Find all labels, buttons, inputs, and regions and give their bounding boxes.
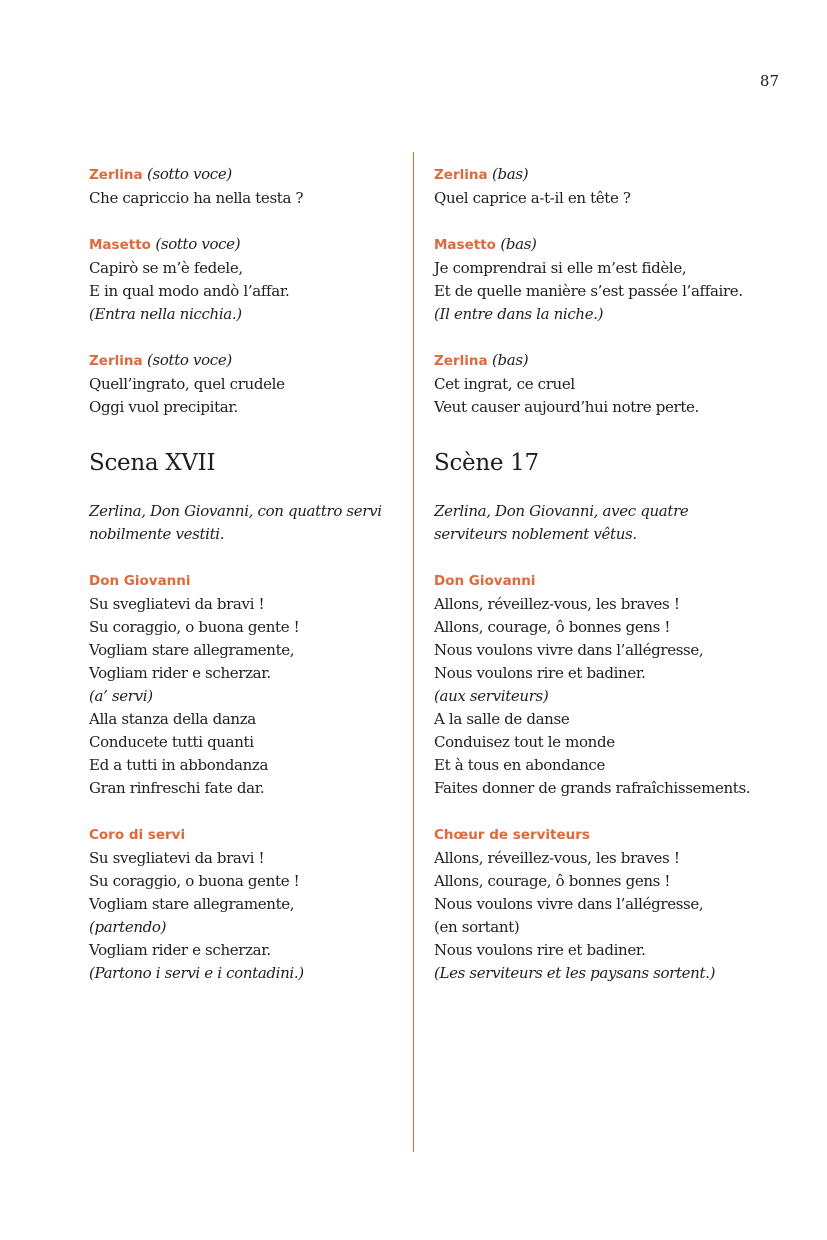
verse-line: Su coraggio, o buona gente ! — [89, 872, 300, 890]
speaker-heading — [89, 233, 469, 257]
verse-line: Cet ingrat, ce cruel — [434, 375, 575, 393]
speaker-heading — [89, 163, 469, 187]
verse-line: Vogliam rider e scherzar. — [89, 941, 271, 959]
verse-line: Je comprendrai si elle m’est fidèle, — [434, 259, 687, 277]
stage-direction: (aux serviteurs) — [434, 687, 549, 705]
scene-title: Scène 17 — [434, 450, 539, 476]
french-column — [434, 163, 814, 985]
verse-line: Allons, courage, ô bonnes gens ! — [434, 872, 671, 890]
italian-column — [89, 163, 469, 985]
stage-direction: (a’ servi) — [89, 687, 153, 705]
speaker-heading — [434, 569, 814, 593]
verse-line: E in qual modo andò l’affar. — [89, 282, 290, 300]
speaker-heading — [89, 823, 469, 847]
verse-line: Alla stanza della danza — [89, 710, 256, 728]
scene-description: nobilmente vestiti. — [89, 525, 225, 543]
speaker-name: Zerlina — [434, 167, 488, 183]
verse-line: Et à tous en abondance — [434, 756, 605, 774]
verse-line: A la salle de danse — [434, 710, 570, 728]
stage-direction: (sotto voce) — [155, 235, 241, 253]
verse-line: Su svegliatevi da bravi ! — [89, 849, 265, 867]
speaker-heading — [434, 233, 814, 257]
verse-line: Et de quelle manière s’est passée l’affaire. — [434, 282, 743, 300]
stage-direction: (bas) — [500, 235, 537, 253]
verse-line: Gran rinfreschi fate dar. — [89, 779, 265, 797]
speaker-heading — [434, 349, 814, 373]
scene-description: serviteurs noblement vêtus. — [434, 525, 637, 543]
verse-line: Allons, réveillez-vous, les braves ! — [434, 595, 680, 613]
scene-description: Zerlina, Don Giovanni, avec quatre — [434, 502, 689, 520]
stage-direction: (Il entre dans la niche.) — [434, 305, 604, 323]
speaker-heading — [89, 569, 469, 593]
page-number: 87 — [759, 72, 779, 90]
verse-line: Quell’ingrato, quel crudele — [89, 375, 285, 393]
verse-line: (en sortant) — [434, 918, 520, 936]
verse-line: Capirò se m’è fedele, — [89, 259, 243, 277]
speaker-name: Chœur de serviteurs — [434, 827, 590, 843]
verse-line: Quel caprice a-t-il en tête ? — [434, 189, 631, 207]
verse-line: Vogliam stare allegramente, — [89, 895, 295, 913]
scene-description: Zerlina, Don Giovanni, con quattro servi — [89, 502, 382, 520]
verse-line: Conducete tutti quanti — [89, 733, 254, 751]
verse-line: Allons, réveillez-vous, les braves ! — [434, 849, 680, 867]
verse-line: Ed a tutti in abbondanza — [89, 756, 269, 774]
speaker-name: Don Giovanni — [434, 573, 536, 589]
speaker-name: Zerlina — [89, 353, 143, 369]
verse-line: Oggi vuol precipitar. — [89, 398, 238, 416]
speaker-name: Zerlina — [434, 353, 488, 369]
verse-line: Allons, courage, ô bonnes gens ! — [434, 618, 671, 636]
speaker-name: Zerlina — [89, 167, 143, 183]
speaker-name: Masetto — [89, 237, 151, 253]
stage-direction: (partendo) — [89, 918, 167, 936]
speaker-heading — [434, 823, 814, 847]
verse-line: Vogliam stare allegramente, — [89, 641, 295, 659]
verse-line: Che capriccio ha nella testa ? — [89, 189, 304, 207]
verse-line: Faites donner de grands rafraîchissements. — [434, 779, 751, 797]
verse-line: Veut causer aujourd’hui notre perte. — [434, 398, 699, 416]
speaker-heading — [89, 349, 469, 373]
speaker-name: Masetto — [434, 237, 496, 253]
verse-line: Su svegliatevi da bravi ! — [89, 595, 265, 613]
stage-direction: (bas) — [492, 165, 529, 183]
verse-line: Nous voulons vivre dans l’allégresse, — [434, 895, 704, 913]
verse-line: Vogliam rider e scherzar. — [89, 664, 271, 682]
verse-line: Nous voulons rire et badiner. — [434, 941, 646, 959]
stage-direction: (sotto voce) — [147, 165, 232, 183]
stage-direction: (Entra nella nicchia.) — [89, 305, 242, 323]
stage-direction: (sotto voce) — [147, 351, 232, 369]
verse-line: Conduisez tout le monde — [434, 733, 615, 751]
verse-line: Su coraggio, o buona gente ! — [89, 618, 300, 636]
scene-title: Scena XVII — [89, 450, 216, 476]
stage-direction: (Les serviteurs et les paysans sortent.) — [434, 964, 716, 982]
stage-direction: (Partono i servi e i contadini.) — [89, 964, 304, 982]
speaker-heading — [434, 163, 814, 187]
speaker-name: Coro di servi — [89, 827, 186, 843]
verse-line: Nous voulons vivre dans l’allégresse, — [434, 641, 704, 659]
speaker-name: Don Giovanni — [89, 573, 191, 589]
stage-direction: (bas) — [492, 351, 529, 369]
verse-line: Nous voulons rire et badiner. — [434, 664, 646, 682]
